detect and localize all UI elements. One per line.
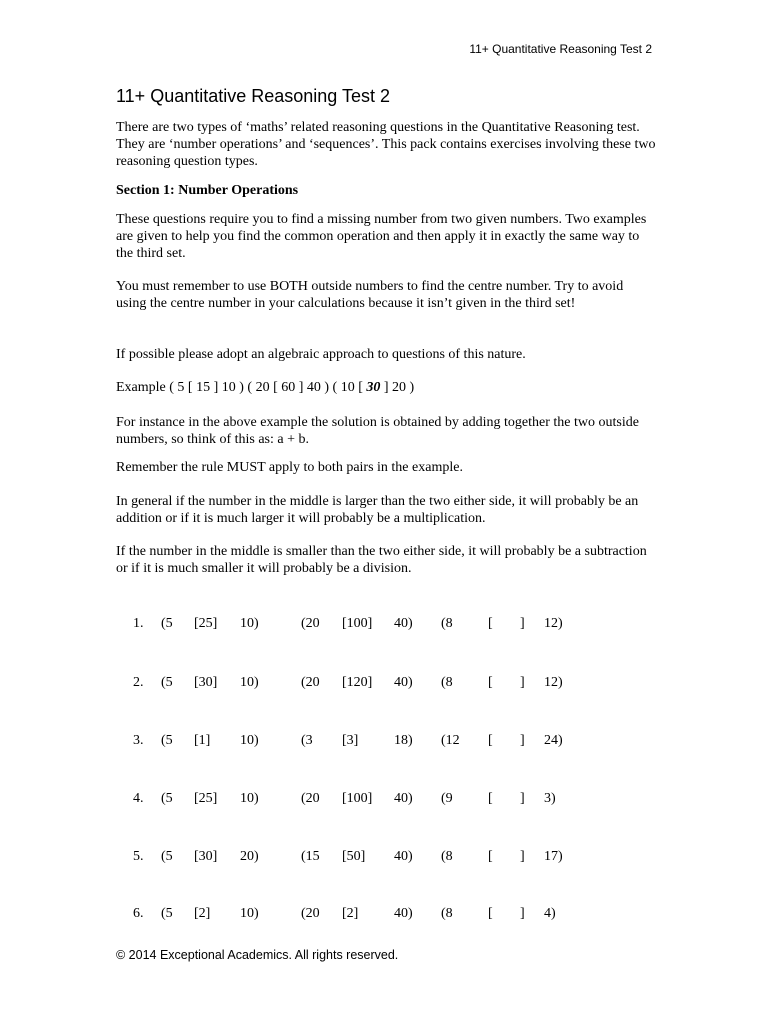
first-set-right: 20) — [240, 849, 259, 864]
first-set-left: (5 — [161, 791, 173, 806]
third-set-right: 3) — [544, 791, 556, 806]
question-number: 1. — [133, 616, 144, 631]
example-answer: 30 — [366, 380, 381, 395]
third-set-left: (8 — [441, 849, 453, 864]
first-set-left: (5 — [161, 675, 173, 690]
first-set-right: 10) — [240, 733, 259, 748]
rule-paragraph: Remember the rule MUST apply to both pairs in the example. — [116, 460, 463, 475]
section-heading: Section 1: Number Operations — [116, 183, 299, 198]
question-row — [0, 791, 768, 811]
answer-close-bracket: ] — [520, 906, 525, 921]
question-row — [0, 733, 768, 753]
answer-close-bracket: ] — [520, 616, 525, 631]
first-set-middle: [25] — [194, 616, 218, 631]
example-line — [116, 379, 656, 396]
third-set-right: 17) — [544, 849, 563, 864]
answer-open-bracket: [ — [488, 849, 493, 864]
algebraic-paragraph: If possible please adopt an algebraic approach to questions of this nature. — [116, 347, 526, 362]
first-set-middle: [2] — [194, 906, 211, 921]
running-header: 11+ Quantitative Reasoning Test 2 — [469, 42, 652, 56]
instructions-paragraph: These questions require you to find a missing number from two given numbers. Two examples are given to help you find the common operation and then apply it in exactly the same way to the third set. — [116, 212, 647, 261]
question-number: 6. — [133, 906, 144, 921]
question-row — [0, 849, 768, 869]
answer-close-bracket: ] — [520, 849, 525, 864]
second-set-middle: [120] — [342, 675, 373, 690]
second-set-right: 40) — [394, 906, 413, 921]
question-number: 3. — [133, 733, 144, 748]
first-set-left: (5 — [161, 616, 173, 631]
third-set-right: 12) — [544, 675, 563, 690]
smaller-middle-paragraph: If the number in the middle is smaller than the two either side, it will probably be a subtraction or if it is much smaller it will probably be a division. — [116, 544, 647, 576]
answer-open-bracket: [ — [488, 733, 493, 748]
answer-open-bracket: [ — [488, 906, 493, 921]
question-row — [0, 616, 768, 636]
second-set-right: 40) — [394, 791, 413, 806]
question-number: 4. — [133, 791, 144, 806]
footer-copyright: © 2014 Exceptional Academics. All rights reserved. — [116, 948, 399, 962]
first-set-middle: [1] — [194, 733, 211, 748]
second-set-right: 18) — [394, 733, 413, 748]
first-set-middle: [30] — [194, 675, 218, 690]
intro-paragraph: There are two types of ‘maths’ related reasoning questions in the Quantitative Reasoning test. They are ‘number operations’ and ‘sequences’. This pack contains exercises involving these two reasoning question types. — [116, 120, 656, 169]
second-set-left: (15 — [301, 849, 320, 864]
second-set-right: 40) — [394, 675, 413, 690]
second-set-middle: [100] — [342, 791, 373, 806]
third-set-left: (12 — [441, 733, 460, 748]
answer-open-bracket: [ — [488, 791, 493, 806]
question-number: 5. — [133, 849, 144, 864]
third-set-left: (8 — [441, 675, 453, 690]
answer-close-bracket: ] — [520, 733, 525, 748]
answer-open-bracket: [ — [488, 675, 493, 690]
second-set-middle: [100] — [342, 616, 373, 631]
first-set-right: 10) — [240, 906, 259, 921]
page-title: 11+ Quantitative Reasoning Test 2 — [116, 86, 391, 106]
first-set-right: 10) — [240, 616, 259, 631]
third-set-left: (9 — [441, 791, 453, 806]
second-set-left: (20 — [301, 616, 320, 631]
first-set-left: (5 — [161, 906, 173, 921]
third-set-right: 24) — [544, 733, 563, 748]
second-set-left: (20 — [301, 791, 320, 806]
second-set-middle: [50] — [342, 849, 366, 864]
second-set-left: (3 — [301, 733, 313, 748]
second-set-right: 40) — [394, 616, 413, 631]
first-set-right: 10) — [240, 791, 259, 806]
first-set-middle: [25] — [194, 791, 218, 806]
third-set-right: 12) — [544, 616, 563, 631]
question-row — [0, 906, 768, 926]
second-set-left: (20 — [301, 906, 320, 921]
third-set-left: (8 — [441, 906, 453, 921]
first-set-right: 10) — [240, 675, 259, 690]
third-set-left: (8 — [441, 616, 453, 631]
both-numbers-paragraph: You must remember to use BOTH outside numbers to find the centre number. Try to avoid using the centre number in your calculations because it isn’t given in the third set! — [116, 279, 624, 311]
first-set-left: (5 — [161, 733, 173, 748]
question-number: 2. — [133, 675, 144, 690]
second-set-middle: [3] — [342, 733, 359, 748]
first-set-left: (5 — [161, 849, 173, 864]
answer-close-bracket: ] — [520, 675, 525, 690]
question-row — [0, 675, 768, 695]
explanation-paragraph: For instance in the above example the solution is obtained by adding together the two outside numbers, so think of this as: a + b. — [116, 415, 639, 447]
second-set-middle: [2] — [342, 906, 359, 921]
larger-middle-paragraph: In general if the number in the middle is larger than the two either side, it will probably be an addition or if it is much larger it will probably be a multiplication. — [116, 494, 639, 526]
answer-close-bracket: ] — [520, 791, 525, 806]
first-set-middle: [30] — [194, 849, 218, 864]
example-text-end: ] 20 ) — [380, 380, 415, 395]
third-set-right: 4) — [544, 906, 556, 921]
answer-open-bracket: [ — [488, 616, 493, 631]
second-set-right: 40) — [394, 849, 413, 864]
second-set-left: (20 — [301, 675, 320, 690]
example-text-start: Example ( 5 [ 15 ] 10 ) ( 20 [ 60 ] 40 ) ( 10 [ — [116, 380, 367, 395]
